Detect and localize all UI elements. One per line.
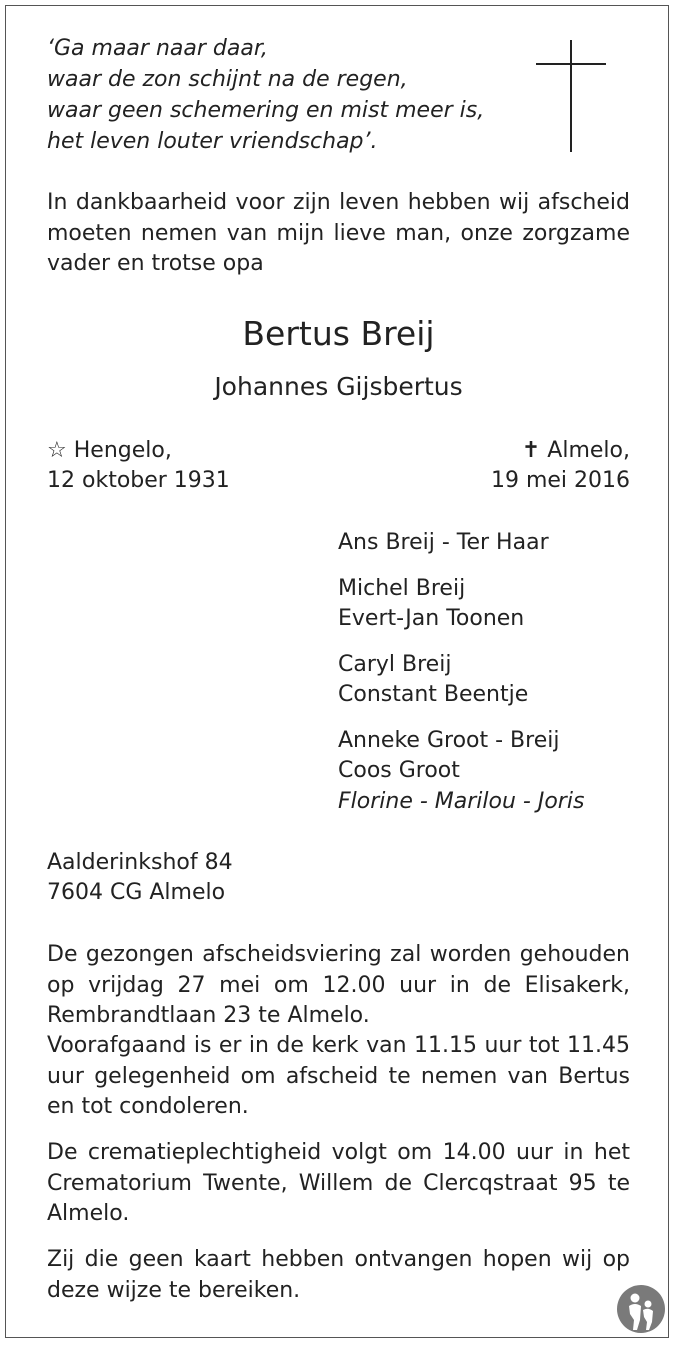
intro-text: In dankbaarheid voor zijn leven hebben wij afscheid moeten nemen van mijn lieve man, onze zorgzame vader en trotse opa	[47, 190, 630, 276]
cremation-text: De crematieplechtigheid volgt om 14.00 uur in het Crematorium Twente, Willem de Clercqstraat 95 te Almelo.	[47, 1140, 630, 1226]
birth-place: ☆ Hengelo,	[47, 438, 172, 463]
family-member: Constant Beentje	[338, 682, 529, 707]
family-member: Evert-Jan Toonen	[338, 606, 525, 631]
publisher-logo-icon	[616, 1284, 666, 1334]
death-date: 19 mei 2016	[490, 468, 630, 493]
closing-text: Zij die geen kaart hebben ontvangen hopen wij op deze wijze te bereiken.	[47, 1247, 630, 1303]
viewing-text: Voorafgaand is er in de kerk van 11.15 uur tot 11.45 uur gelegenheid om afscheid te nemen van Bertus en tot condoleren.	[47, 1033, 630, 1119]
death-place: ✝ Almelo,	[521, 438, 630, 463]
family-member: Michel Breij	[338, 576, 466, 601]
poem-line-3: waar geen schemering en mist meer is,	[47, 98, 485, 123]
dagger-icon: ✝	[521, 438, 541, 463]
family-member: Ans Breij - Ter Haar	[338, 530, 549, 555]
family-member: Anneke Groot - Breij	[338, 728, 560, 753]
address-street: Aalderinkshof 84	[47, 850, 233, 875]
service-text: De gezongen afscheidsviering zal worden gehouden op vrijdag 27 mei om 12.00 uur in de Elisakerk, Rembrandtlaan 23 te Almelo.	[47, 942, 630, 1028]
poem-line-2: waar de zon schijnt na de regen,	[47, 67, 408, 92]
family-member: Caryl Breij	[338, 652, 452, 677]
poem-line-4: het leven louter vriendschap’.	[47, 129, 378, 154]
poem-line-1: ‘Ga maar naar daar,	[47, 36, 268, 61]
deceased-full-name: Johannes Gijsbertus	[214, 372, 463, 401]
deceased-name: Bertus Breij	[242, 314, 435, 353]
grandchildren: Florine - Marilou - Joris	[338, 789, 585, 814]
birth-date: 12 oktober 1931	[47, 468, 230, 493]
family-member: Coos Groot	[338, 758, 460, 783]
address-city: 7604 CG Almelo	[47, 880, 226, 905]
star-icon: ☆	[47, 438, 67, 463]
